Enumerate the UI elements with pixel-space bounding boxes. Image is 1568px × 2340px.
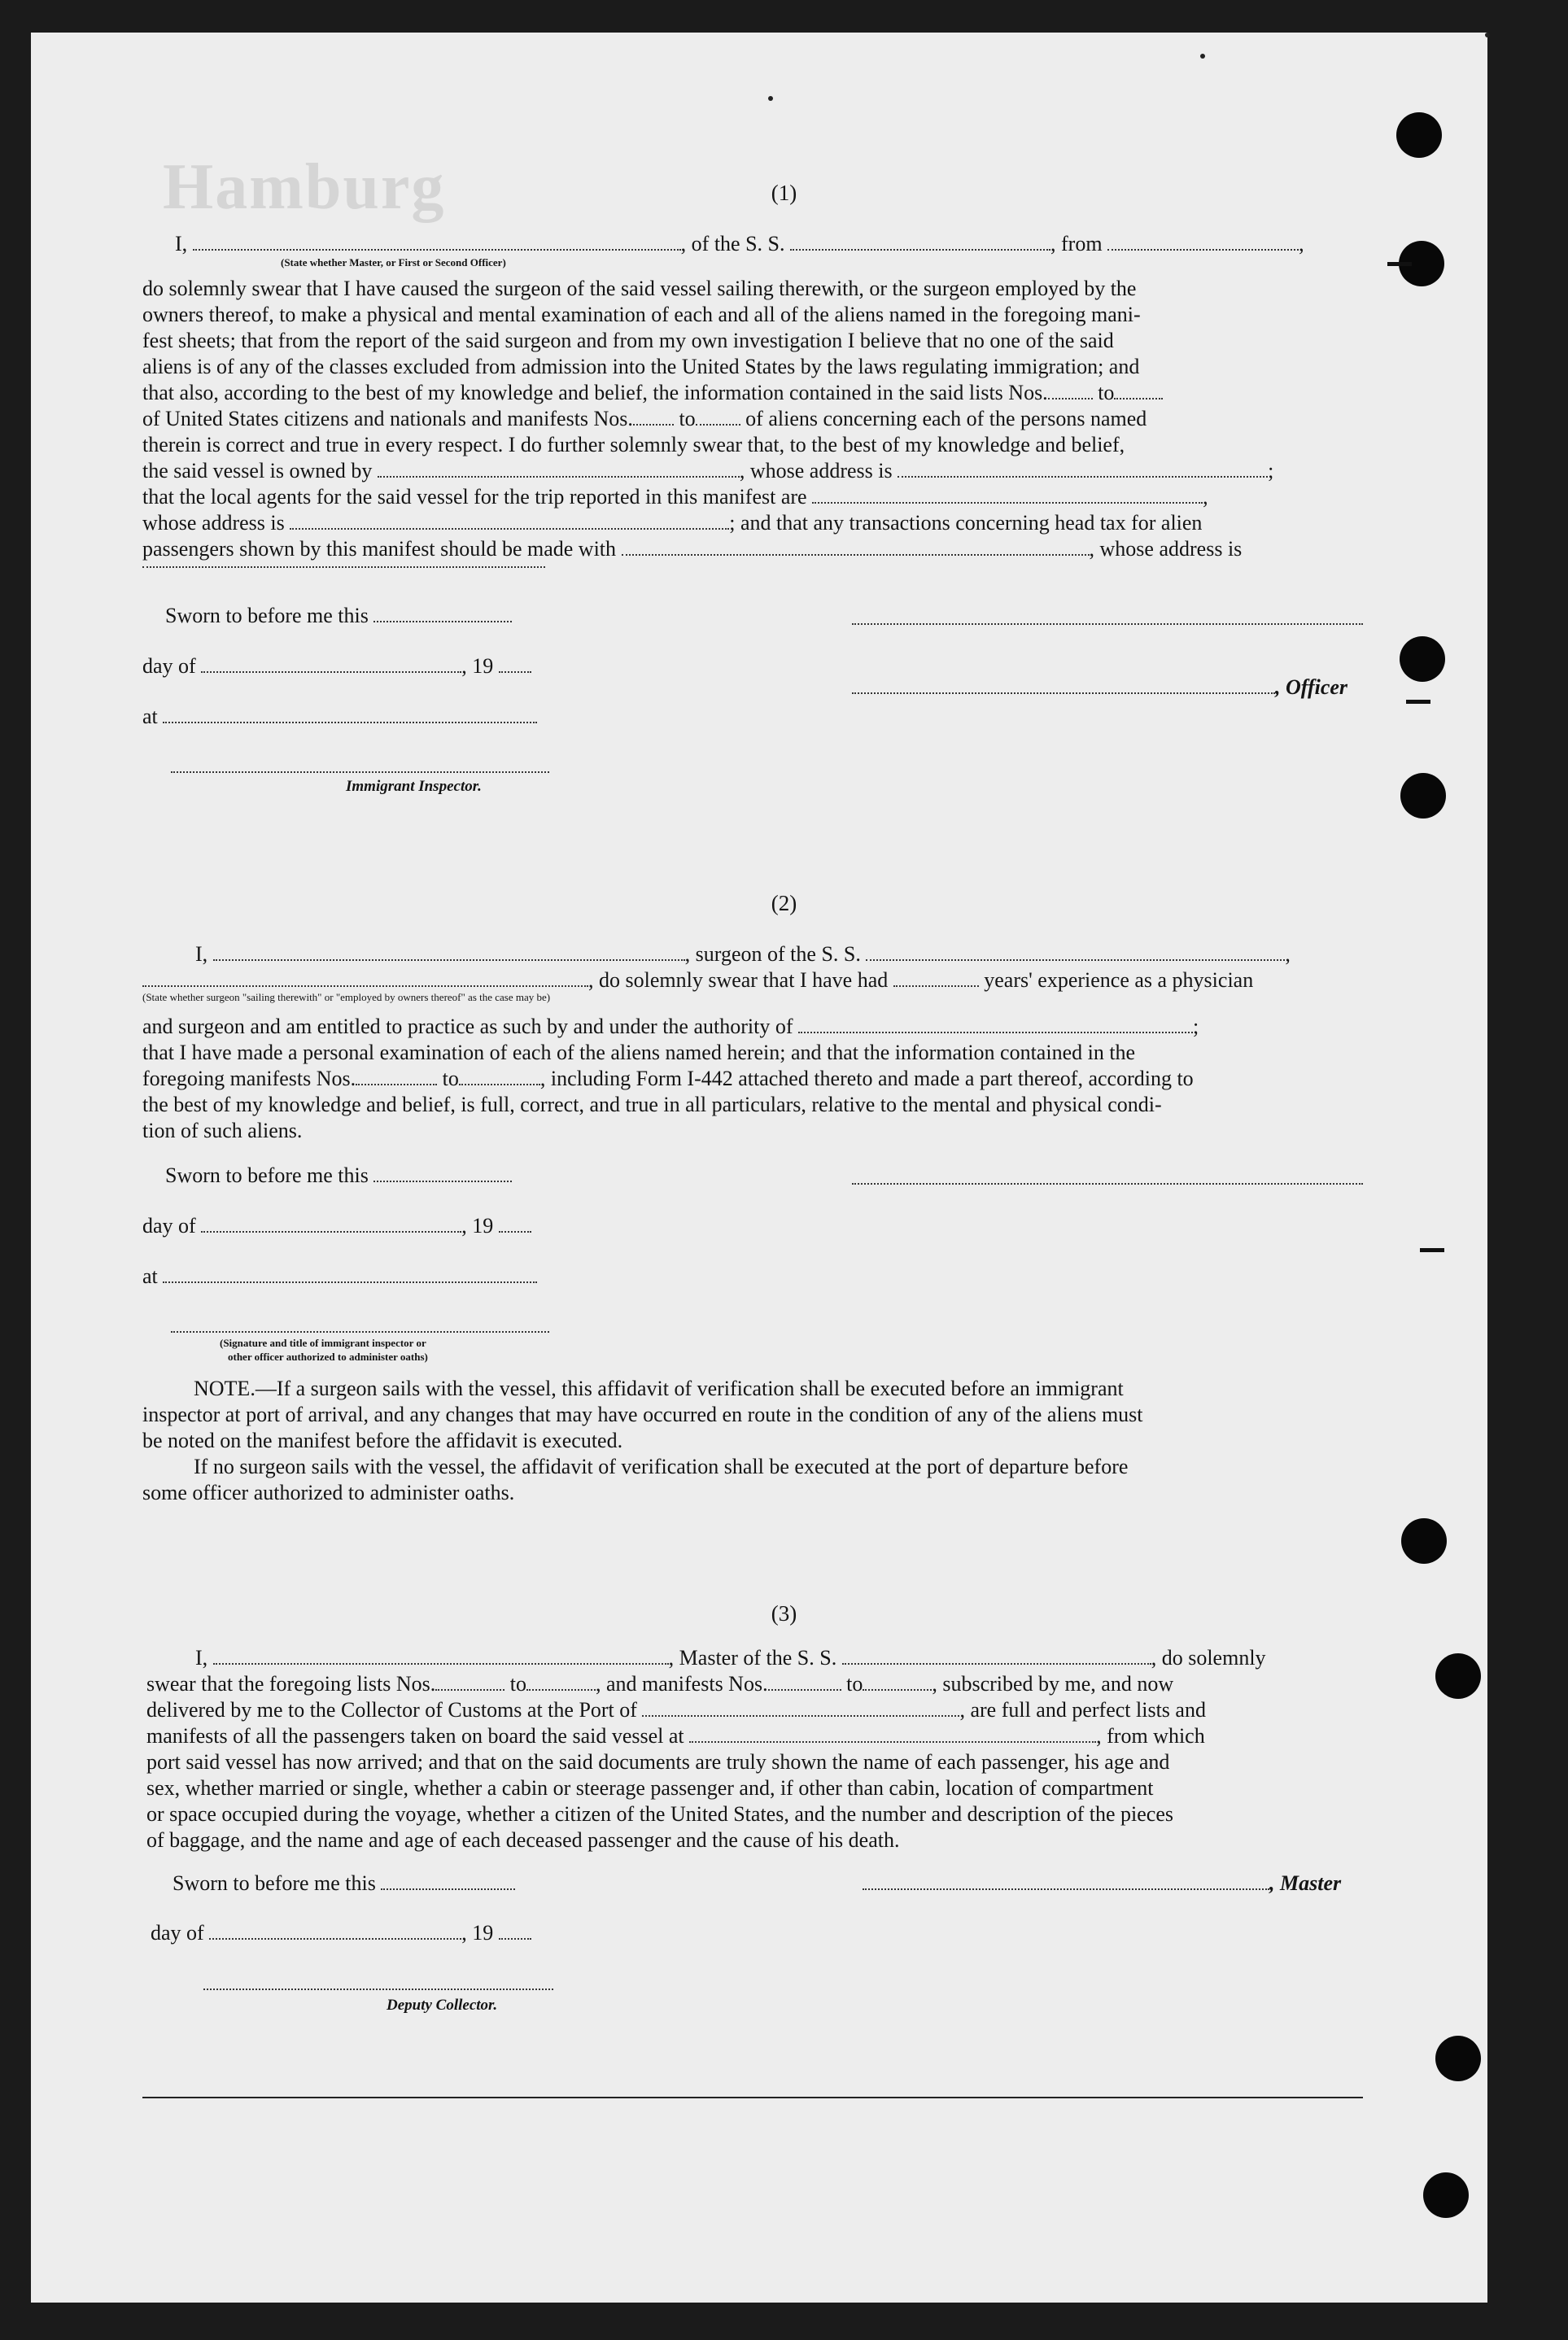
sec1-day-line (142, 654, 531, 679)
text: , do solemnly swear that I have had (588, 968, 889, 992)
note-line-4: If no surgeon sails with the vessel, the affidavit of verification shall be executed at the port of departure before (194, 1455, 1129, 1478)
text: , do solemnly (1151, 1646, 1266, 1670)
sec3-line-7: or space occupied during the voyage, whether a citizen of the United States, and the number and description of the pieces (146, 1802, 1174, 1826)
binder-hole (1435, 2036, 1481, 2081)
sec1-line-10 (142, 485, 1208, 509)
blank-field (812, 486, 1203, 504)
text: to (1098, 381, 1115, 404)
officer-label: , Officer (1275, 675, 1348, 699)
sec3-line-8: of baggage, and the name and age of each deceased passenger and the cause of his death. (146, 1828, 900, 1852)
text: manifests of all the passengers taken on board the said vessel at (146, 1724, 684, 1748)
text: the said vessel is owned by (142, 459, 373, 482)
sec3-line-5: port said vessel has now arrived; and that on the said documents are truly shown the name of each passenger, his age and (146, 1750, 1170, 1774)
blank-field (689, 1725, 1096, 1743)
blank-field (499, 655, 531, 673)
text: , (1299, 232, 1304, 255)
text: , are full and perfect lists and (959, 1698, 1206, 1722)
blank-field (790, 233, 1050, 251)
text: day of (151, 1921, 204, 1945)
blank-field (852, 676, 1275, 694)
text: at (142, 705, 158, 728)
sec2-line-5 (142, 1067, 1194, 1091)
note-label: NOTE. (194, 1377, 256, 1400)
text: , whose address is (1089, 537, 1243, 561)
text: whose address is (142, 511, 285, 535)
text: , whose address is (739, 459, 893, 482)
speck (768, 96, 773, 101)
text: I, (175, 232, 188, 255)
sec3-line-6: sex, whether married or single, whether a cabin or steerage passenger and, if other than cabin, location of compartment (146, 1776, 1154, 1800)
text: years' experience as a physician (984, 968, 1254, 992)
blank-field (696, 408, 740, 426)
blank-field (435, 1673, 504, 1691)
binder-hole (1435, 1653, 1481, 1699)
master-label: , Master (1269, 1871, 1342, 1895)
blank-field (798, 1015, 1193, 1033)
signature-caption-1: (Signature and title of immigrant inspector or (220, 1337, 426, 1349)
text: ; (1268, 459, 1274, 482)
section-3-number: (3) (771, 1601, 797, 1626)
section-2-number: (2) (771, 891, 797, 915)
sec2-line-2 (142, 968, 1253, 993)
sec1-line-12 (142, 537, 1242, 561)
blank-field (1107, 233, 1299, 251)
text: day of (142, 654, 196, 678)
blank-field (193, 233, 681, 251)
margin-mark (1406, 700, 1430, 704)
text: I, (195, 942, 208, 966)
text: , from (1050, 232, 1103, 255)
blank-field (499, 1215, 531, 1233)
blank-field (893, 969, 979, 987)
text: , subscribed by me, and now (932, 1672, 1174, 1696)
text: to (679, 407, 696, 430)
blank-field (213, 1647, 669, 1665)
blank-field (863, 1673, 932, 1691)
blank-field (768, 1673, 841, 1691)
text: , 19 (461, 654, 494, 678)
sec1-line-5: aliens is of any of the classes excluded from admission into the United States by the laws regulating immigration; and (142, 355, 1140, 378)
text: and surgeon and am entitled to practice as such by and under the authority of (142, 1015, 793, 1038)
binder-hole (1400, 636, 1445, 682)
blank-field (622, 538, 1090, 556)
sec1-line-11 (142, 511, 1202, 535)
text: ; (1193, 1015, 1199, 1038)
collector-signature-line (203, 1987, 553, 1990)
text: , surgeon of the S. S. (684, 942, 861, 966)
text: to (442, 1067, 459, 1090)
sec2-at-line (142, 1264, 537, 1289)
field-caption: (State whether Master, or First or Second Officer) (281, 256, 506, 268)
bottom-rule (142, 2097, 1363, 2098)
text: Sworn to before me this (165, 1163, 369, 1187)
sec2-day-line (142, 1214, 531, 1238)
officer-signature-line (852, 622, 1363, 625)
sec1-sworn-line (165, 604, 512, 628)
sec3-line-3 (146, 1698, 1206, 1722)
binder-hole (1400, 773, 1446, 819)
blank-field (213, 943, 685, 961)
text: , including Form I-442 attached thereto and made a part thereof, according to (539, 1067, 1194, 1090)
blank-field (898, 460, 1268, 478)
signature-line (852, 1181, 1363, 1185)
blank-field (290, 512, 729, 530)
text: , 19 (461, 1921, 494, 1945)
note-line-1 (194, 1377, 1124, 1401)
blank-field (209, 1922, 461, 1940)
sec1-at-line (142, 705, 537, 729)
sec1-line-4: fest sheets; that from the report of the said surgeon and from my own investigation I believe that no one of the said (142, 329, 1114, 352)
text: to (509, 1672, 526, 1696)
blank-field (142, 969, 588, 987)
text: , (1285, 942, 1291, 966)
text: , Master of the S. S. (668, 1646, 837, 1670)
sec3-line-2 (146, 1672, 1173, 1696)
binder-hole (1423, 2172, 1469, 2218)
inspector-signature-line (171, 770, 549, 773)
blank-field (356, 1067, 437, 1085)
sec1-line-9 (142, 459, 1273, 483)
text: delivered by me to the Collector of Customs at the Port of (146, 1698, 637, 1722)
sec3-day-line (151, 1921, 531, 1945)
text: of aliens concerning each of the persons named (745, 407, 1147, 430)
sec2-line-1 (195, 942, 1291, 967)
officer-line (852, 675, 1347, 700)
speck (1200, 54, 1205, 59)
text: —If a surgeon sails with the vessel, this affidavit of verification shall be executed before an immigrant (255, 1377, 1124, 1400)
text: Sworn to before me this (165, 604, 369, 627)
text: , 19 (461, 1214, 494, 1238)
blank-field (373, 605, 512, 622)
blank-field (378, 460, 740, 478)
blank-field (526, 1673, 596, 1691)
sec1-line-7 (142, 407, 1147, 431)
blank-field (381, 1872, 515, 1890)
sec3-sworn-line (173, 1871, 515, 1896)
text: that the local agents for the said vessel for the trip reported in this manifest are (142, 485, 807, 509)
blank-field (499, 1922, 531, 1940)
note-line-2: inspector at port of arrival, and any changes that may have occurred en route in the condition of any of the aliens must (142, 1403, 1143, 1426)
note-line-3: be noted on the manifest before the affidavit is executed. (142, 1429, 623, 1452)
note-line-5: some officer authorized to administer oaths. (142, 1481, 515, 1504)
sec2-line-7: tion of such aliens. (142, 1119, 303, 1142)
text: passengers shown by this manifest should be made with (142, 537, 617, 561)
text: , from which (1096, 1724, 1205, 1748)
master-line (863, 1871, 1341, 1896)
blank-field (201, 1215, 461, 1233)
blank-field (459, 1067, 540, 1085)
sec1-line-8: therein is correct and true in every respect. I do further solemnly swear that, to the best of my knowledge and belief, (142, 433, 1125, 456)
blank-field (863, 1872, 1269, 1890)
text: Sworn to before me this (173, 1871, 376, 1895)
sec2-line-4: that I have made a personal examination of each of the aliens named herein; and that the information contained in the (142, 1041, 1136, 1064)
blank-field (142, 565, 545, 568)
sec2-line-6: the best of my knowledge and belief, is full, correct, and true in all particulars, relative to the mental and physical condi- (142, 1093, 1162, 1116)
signature-caption-2: other officer authorized to administer oaths) (228, 1351, 428, 1363)
margin-mark (1387, 262, 1412, 266)
text: I, (195, 1646, 208, 1670)
binder-hole (1396, 112, 1442, 158)
text: at (142, 1264, 158, 1288)
sec1-line-2: do solemnly swear that I have caused the surgeon of the said vessel sailing therewith, or the surgeon employed by the (142, 277, 1137, 300)
text: , and manifests Nos. (596, 1672, 768, 1696)
blank-field (633, 408, 674, 426)
blank-field (163, 1265, 537, 1283)
blank-field (1048, 382, 1093, 399)
inspector-caption: Immigrant Inspector. (346, 778, 482, 795)
collector-caption: Deputy Collector. (387, 1997, 498, 2014)
blank-field (842, 1647, 1151, 1665)
blank-field (642, 1699, 959, 1717)
sec1-line-3: owners thereof, to make a physical and mental examination of each and all of the aliens named in the foregoing mani- (142, 303, 1141, 326)
sec3-line-4 (146, 1724, 1205, 1748)
text: , (1203, 485, 1208, 509)
speck (1485, 33, 1490, 37)
field-caption: (State whether surgeon "sailing therewith" or "employed by owners thereof" as the case may be) (142, 991, 551, 1003)
text: foregoing manifests Nos. (142, 1067, 356, 1090)
blank-field (1114, 382, 1163, 399)
blank-field (201, 655, 461, 673)
margin-mark (1420, 1248, 1444, 1252)
sec2-line-3 (142, 1015, 1199, 1039)
text: of United States citizens and nationals and manifests Nos. (142, 407, 633, 430)
sec1-line-1 (175, 232, 1304, 256)
text: ; and that any transactions concerning head tax for alien (729, 511, 1203, 535)
text: to (846, 1672, 863, 1696)
text: that also, according to the best of my knowledge and belief, the information contained in the said lists Nos. (142, 381, 1048, 404)
blank-field (373, 1164, 512, 1182)
sec2-sworn-line (165, 1163, 512, 1188)
text: , of the S. S. (680, 232, 785, 255)
sec3-line-1 (195, 1646, 1266, 1670)
text: day of (142, 1214, 196, 1238)
blank-field (866, 943, 1285, 961)
section-1-number: (1) (771, 181, 797, 205)
text: swear that the foregoing lists Nos. (146, 1672, 436, 1696)
blank-field (163, 705, 537, 723)
faded-stamp: Hamburg (163, 151, 446, 223)
sec1-line-6 (142, 381, 1163, 405)
inspector-signature-line (171, 1329, 549, 1333)
binder-hole (1401, 1518, 1447, 1564)
